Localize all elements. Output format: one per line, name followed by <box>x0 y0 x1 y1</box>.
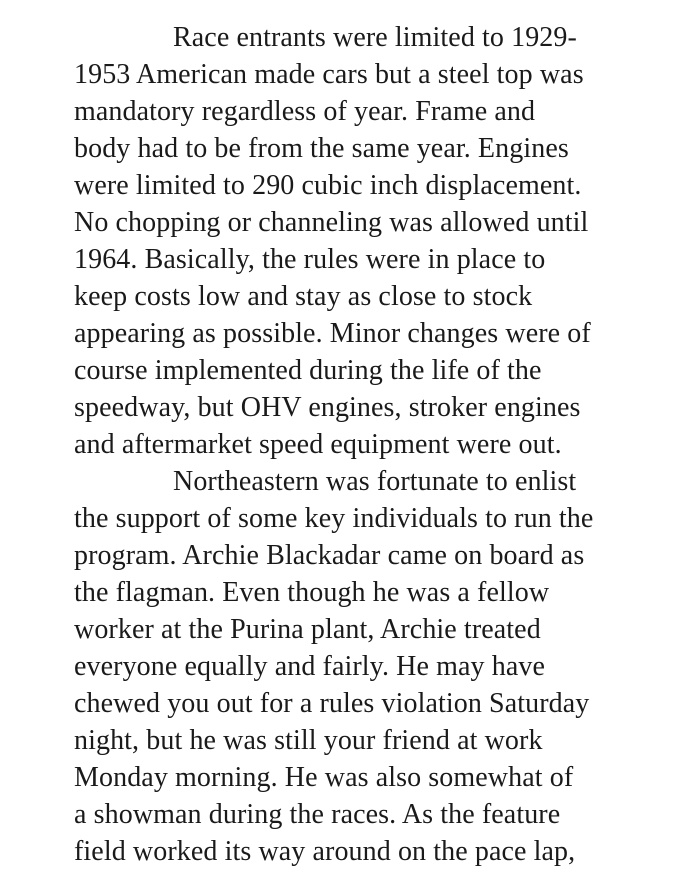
text-line: the support of some key individuals to run the <box>74 503 594 534</box>
text-line: speedway, but OHV engines, stroker engines <box>74 392 581 423</box>
text-line: course implemented during the life of the <box>74 355 542 386</box>
text-line: body had to be from the same year. Engines <box>74 133 569 164</box>
text-line: mandatory regardless of year. Frame and <box>74 96 536 127</box>
text-line: everyone equally and fairly. He may have <box>74 651 545 682</box>
text-line: chewed you out for a rules violation Saturday <box>74 688 590 719</box>
text-line: a showman during the races. As the feature <box>74 799 561 830</box>
text-line: program. Archie Blackadar came on board as <box>74 540 585 571</box>
text-line: and aftermarket speed equipment were out. <box>74 429 562 460</box>
text-line: 1953 American made cars but a steel top was <box>74 59 584 90</box>
text-line: worker at the Purina plant, Archie treated <box>74 614 541 645</box>
text-line: Northeastern was fortunate to enlist <box>173 466 577 497</box>
text-line: field worked its way around on the pace lap, <box>74 836 576 867</box>
text-line: were limited to 290 cubic inch displacement. <box>74 170 582 201</box>
text-line: No chopping or channeling was allowed until <box>74 207 589 238</box>
text-line: 1964. Basically, the rules were in place to <box>74 244 546 275</box>
text-line: night, but he was still your friend at work <box>74 725 543 756</box>
text-line: Race entrants were limited to 1929- <box>173 22 577 53</box>
text-line: appearing as possible. Minor changes were of <box>74 318 591 349</box>
text-line: Monday morning. He was also somewhat of <box>74 762 574 793</box>
text-line: the flagman. Even though he was a fellow <box>74 577 550 608</box>
text-line: keep costs low and stay as close to stock <box>74 281 533 312</box>
